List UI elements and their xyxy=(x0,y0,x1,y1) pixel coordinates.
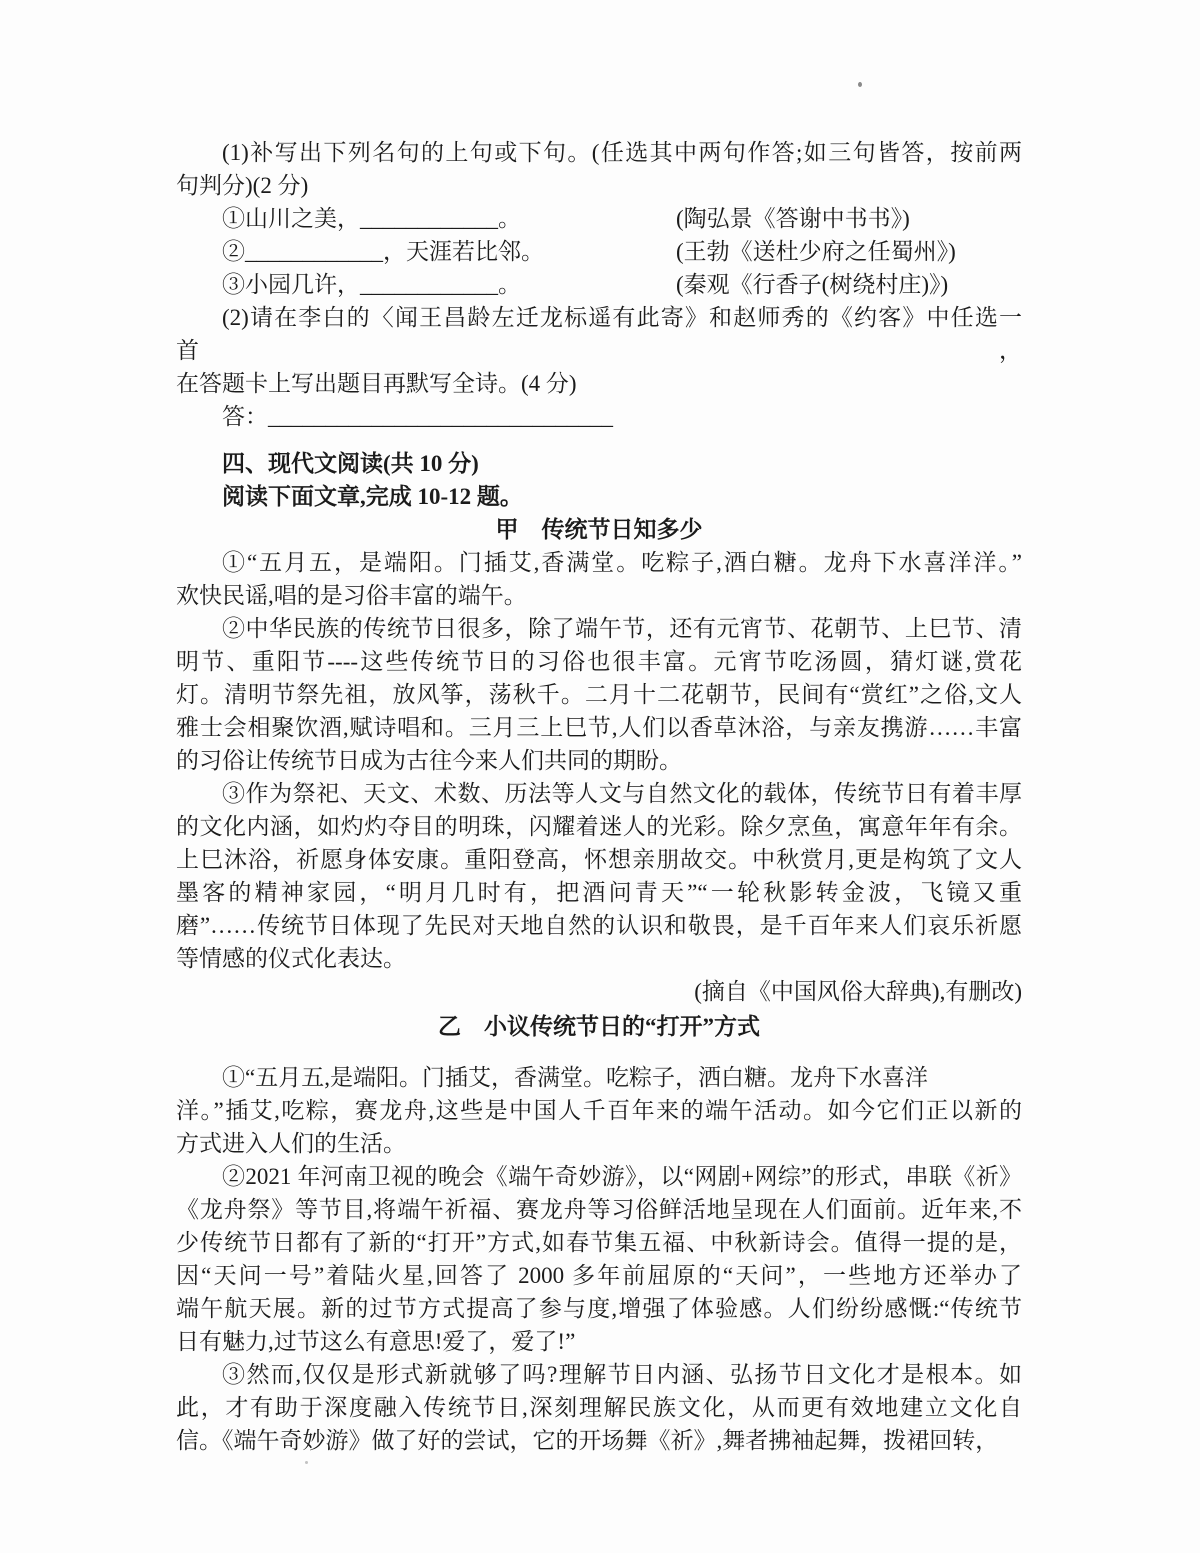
paragraph-line: 信。《端午奇妙游》做了好的尝试，它的开场舞《祈》,舞者拂袖起舞，拨裙回转， xyxy=(176,1428,999,1453)
scan-artifact-dot xyxy=(858,82,862,87)
paragraph-line: 灯。清明节祭先祖，放风筝，荡秋千。二月十二花朝节，民间有“赏红”之俗,文人 xyxy=(176,682,1022,707)
paragraph-line: 端午航天展。新的过节方式提高了参与度,增强了体验感。人们纷纷感慨:“传统节 xyxy=(176,1296,1022,1321)
essay-yi-paragraph-2 xyxy=(176,1160,1022,1358)
paragraph-line: 少传统节日都有了新的“打开”方式,如春节集五福、中秋新诗会。值得一提的是， xyxy=(176,1230,1022,1255)
paragraph-line: ③然而,仅仅是形式新就够了吗?理解节日内涵、弘扬节日文化才是根本。如 xyxy=(222,1362,1022,1387)
recitation-blank-2: ②____________，天涯若比邻。 xyxy=(222,239,544,264)
essay-yi-paragraph-1 xyxy=(176,1061,1022,1160)
paragraph-line: 雅士会相聚饮酒,赋诗唱和。三月三上巳节,人们以香草沐浴，与亲友携游……丰富 xyxy=(176,715,1023,740)
section-instruction: 阅读下面文章,完成 10-12 题。 xyxy=(222,484,523,509)
paragraph-line: 上巳沐浴，祈愿身体安康。重阳登高，怀想亲朋故交。中秋赏月,更是构筑了文人 xyxy=(176,847,1022,872)
paragraph-line: 明节、重阳节----这些传统节日的习俗也很丰富。元宵节吃汤圆，猜灯谜,赏花 xyxy=(176,649,1022,674)
recitation-item-2 xyxy=(176,235,1022,268)
paragraph-line: 欢快民谣,唱的是习俗丰富的端午。 xyxy=(176,583,527,608)
paragraph-line: ①“五月五,是端阳。门插艾，香满堂。吃粽子，洒白糖。龙舟下水喜洋 xyxy=(222,1065,928,1090)
paragraph-line: ②2021 年河南卫视的晚会《端午奇妙游》，以“网剧+网综”的形式，串联《祈》 xyxy=(222,1164,1022,1189)
scan-artifact-dot xyxy=(305,1461,308,1464)
recitation-blank-3: ③小园几许，____________。 xyxy=(222,272,521,297)
essay-jia-paragraph-3 xyxy=(176,777,1022,975)
paragraph-line: 磨”……传统节日体现了先民对天地自然的认识和敬畏，是千百年来人们哀乐祈愿 xyxy=(176,913,1022,938)
recitation-source-2: (王勃《送杜少府之任蜀州》) xyxy=(676,239,956,264)
recitation-source-3: (秦观《行香子(树绕村庄)》) xyxy=(676,272,949,297)
essay-jia-paragraph-1 xyxy=(176,546,1022,612)
essay-jia-title: 甲 传统节日知多少 xyxy=(495,517,703,542)
paragraph-line: 墨客的精神家园，“明月几时有，把酒问青天”“一轮秋影转金波，飞镜又重 xyxy=(176,880,1022,905)
q1-intro-line-2: 句判分)(2 分) xyxy=(176,173,309,198)
essay-jia-paragraph-2 xyxy=(176,612,1022,777)
paragraph-line: 因“天问一号”着陆火星,回答了 2000 多年前屈原的“天问”，一些地方还举办了 xyxy=(176,1263,1022,1288)
answer-blank-line: 答：______________________________ xyxy=(222,404,613,429)
essay-yi-paragraph-3 xyxy=(176,1358,1022,1457)
q1-intro-line-1: (1)补写出下列名句的上句或下句。(任选其中两句作答;如三句皆答，按前两 xyxy=(222,140,1022,165)
paragraph-line: 的文化内涵，如灼灼夺目的明珠，闪耀着迷人的光彩。除夕烹鱼，寓意年年有余。 xyxy=(176,814,1022,839)
section-heading: 四、现代文阅读(共 10 分) xyxy=(222,451,479,476)
paragraph-line: ③作为祭祀、天文、术数、历法等人文与自然文化的载体，传统节日有着丰厚 xyxy=(222,781,1022,806)
q2-line-2: 在答题卡上写出题目再默写全诗。(4 分) xyxy=(176,371,577,396)
paragraph-line: 等情感的仪式化表达。 xyxy=(176,946,406,971)
paragraph-line: 此，才有助于深度融入传统节日,深刻理解民族文化，从而更有效地建立文化自 xyxy=(176,1395,1022,1420)
paragraph-line: 洋。”插艾,吃粽，赛龙舟,这些是中国人千百年来的端午活动。如今它们正以新的 xyxy=(176,1098,1022,1123)
recitation-item-3 xyxy=(176,268,1022,301)
essay-yi-title: 乙 小议传统节日的“打开”方式 xyxy=(438,1014,760,1039)
paragraph-line: 《龙舟祭》等节目,将端午祈福、赛龙舟等习俗鲜活地呈现在人们面前。近年来,不 xyxy=(176,1197,1022,1222)
recitation-source-1: (陶弘景《答谢中书书》) xyxy=(676,206,910,231)
paragraph-line: 日有魅力,过节这么有意思!爱了，爱了!” xyxy=(176,1329,576,1354)
paragraph-line: ①“五月五，是端阳。门插艾,香满堂。吃粽子,酒白糖。龙舟下水喜洋洋。” xyxy=(222,550,1022,575)
essay-jia-source-attribution: (摘自《中国风俗大辞典),有删改) xyxy=(694,979,1022,1004)
paragraph-line: 的习俗让传统节日成为古往今来人们共同的期盼。 xyxy=(176,748,682,773)
paragraph-line: ②中华民族的传统节日很多，除了端午节，还有元宵节、花朝节、上巳节、清 xyxy=(222,616,1022,641)
page-content xyxy=(176,136,1022,1457)
q2-line-1: (2)请在李白的〈闻王昌龄左迁龙标遥有此寄》和赵师秀的《约客》中任选一首， xyxy=(176,305,1022,363)
paragraph-line: 方式进入人们的生活。 xyxy=(176,1131,406,1156)
recitation-blank-1: ①山川之美，____________。 xyxy=(222,206,521,231)
recitation-item-1 xyxy=(176,202,1022,235)
